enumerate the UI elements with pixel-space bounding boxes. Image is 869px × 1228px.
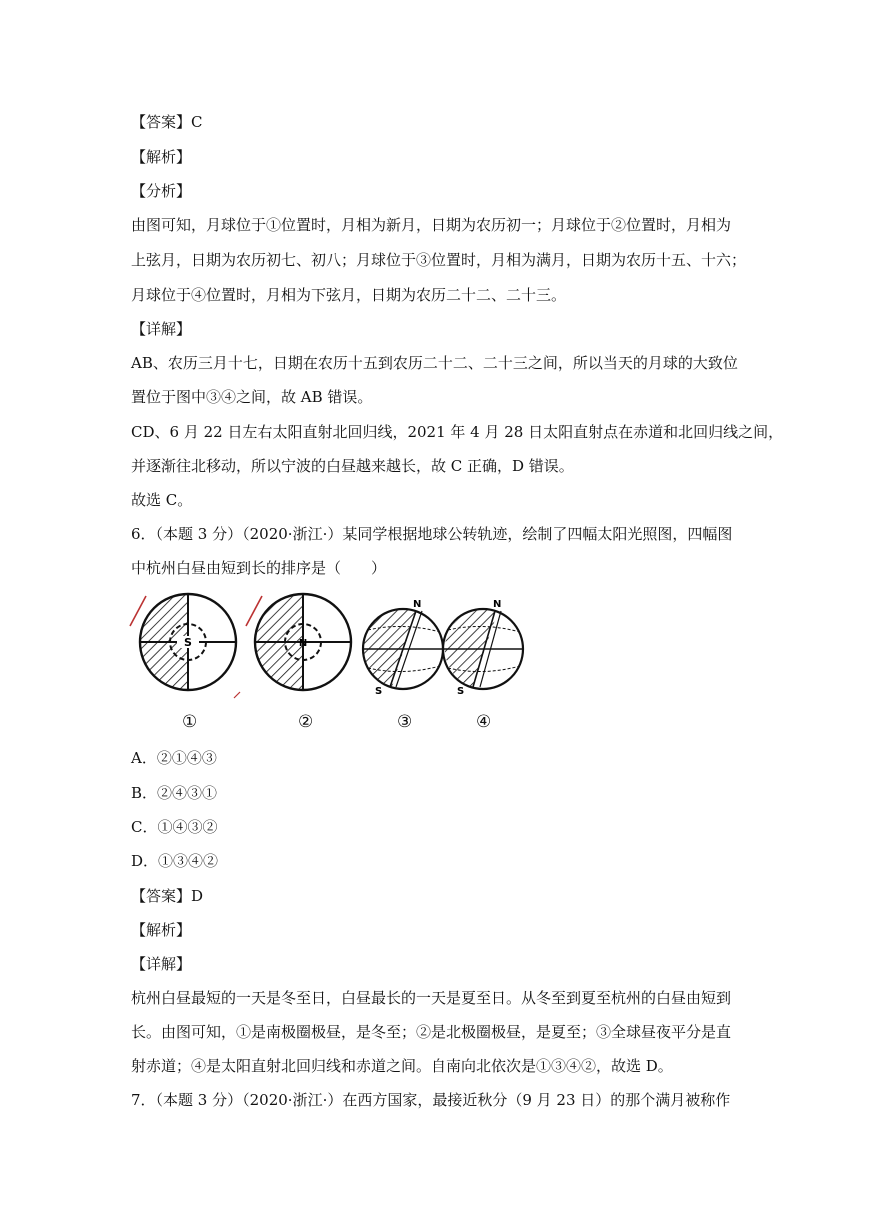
pole-label-s: S bbox=[375, 686, 383, 697]
figure-label-1: ① bbox=[182, 712, 198, 732]
paragraph-line: 射赤道；④是太阳直射北回归线和赤道之间。自南向北依次是①③④②，故选 D。 bbox=[131, 1057, 673, 1075]
paragraph-line: 置位于图中③④之间，故 AB 错误。 bbox=[131, 388, 373, 406]
question-6-text: 6．（本题 3 分）（2020·浙江·）某同学根据地球公转轨迹，绘制了四幅太阳光照图，四幅图 bbox=[131, 525, 733, 543]
pole-label-s: S bbox=[457, 686, 465, 697]
answer-label: 【答案】C bbox=[131, 113, 203, 131]
diagram-4-side-view bbox=[443, 599, 523, 697]
pole-label-n: N bbox=[493, 599, 502, 610]
figure-label-3: ③ bbox=[397, 712, 413, 732]
diagram-3-side-view bbox=[361, 599, 443, 697]
paragraph-line: 杭州白昼最短的一天是冬至日，白昼最长的一天是夏至日。从冬至到夏至杭州的白昼由短到 bbox=[131, 989, 732, 1007]
paragraph-line: 并逐渐往北移动，所以宁波的白昼越来越长，故 C 正确，D 错误。 bbox=[131, 457, 574, 475]
diagram-1-south-polar-view bbox=[130, 594, 240, 698]
question-7-text: 7．（本题 3 分）（2020·浙江·）在西方国家，最接近秋分（9 月 23 日）的那个满月被称作 bbox=[131, 1091, 731, 1109]
detail-heading: 【详解】 bbox=[131, 320, 192, 338]
pole-label-s: S bbox=[184, 636, 192, 649]
option-a: A．②①④③ bbox=[131, 749, 217, 767]
paragraph-line: 上弦月，日期为农历初七、初八；月球位于③位置时，月相为满月，日期为农历十五、十六； bbox=[131, 251, 747, 269]
paragraph-line: 月球位于④位置时，月相为下弦月，日期为农历二十二、二十三。 bbox=[131, 286, 567, 304]
question-6-text: 中杭州白昼由短到长的排序是（ ） bbox=[131, 559, 387, 577]
paragraph-line: AB、农历三月十七，日期在农历十五到农历二十二、二十三之间，所以当天的月球的大致位 bbox=[131, 354, 738, 372]
conclusion-line: 故选 C。 bbox=[131, 491, 193, 509]
analysis-heading: 【解析】 bbox=[131, 148, 192, 166]
paragraph-line: 长。由图可知，①是南极圈极昼，是冬至；②是北极圈极昼，是夏至；③全球昼夜平分是直 bbox=[131, 1023, 732, 1041]
option-d: D．①③④② bbox=[131, 852, 219, 870]
detail-heading: 【详解】 bbox=[131, 955, 192, 973]
figure-label-2: ② bbox=[298, 712, 314, 732]
paragraph-line: 由图可知，月球位于①位置时，月相为新月，日期为农历初一；月球位于②位置时，月相为 bbox=[131, 216, 732, 234]
figure-label-4: ④ bbox=[476, 712, 492, 732]
fenxi-heading: 【分析】 bbox=[131, 182, 192, 200]
diagram-2-north-polar-view bbox=[246, 594, 351, 690]
pole-label-n: N bbox=[413, 599, 422, 610]
pole-label-n: N bbox=[298, 638, 308, 649]
paragraph-line: CD、6 月 22 日左右太阳直射北回归线，2021 年 4 月 28 日太阳直射点在赤道和北回归线之间， bbox=[131, 423, 784, 441]
answer-label: 【答案】D bbox=[131, 887, 204, 905]
option-c: C．①④③② bbox=[131, 818, 218, 836]
option-b: B．②④③① bbox=[131, 784, 218, 802]
analysis-heading: 【解析】 bbox=[131, 921, 192, 939]
